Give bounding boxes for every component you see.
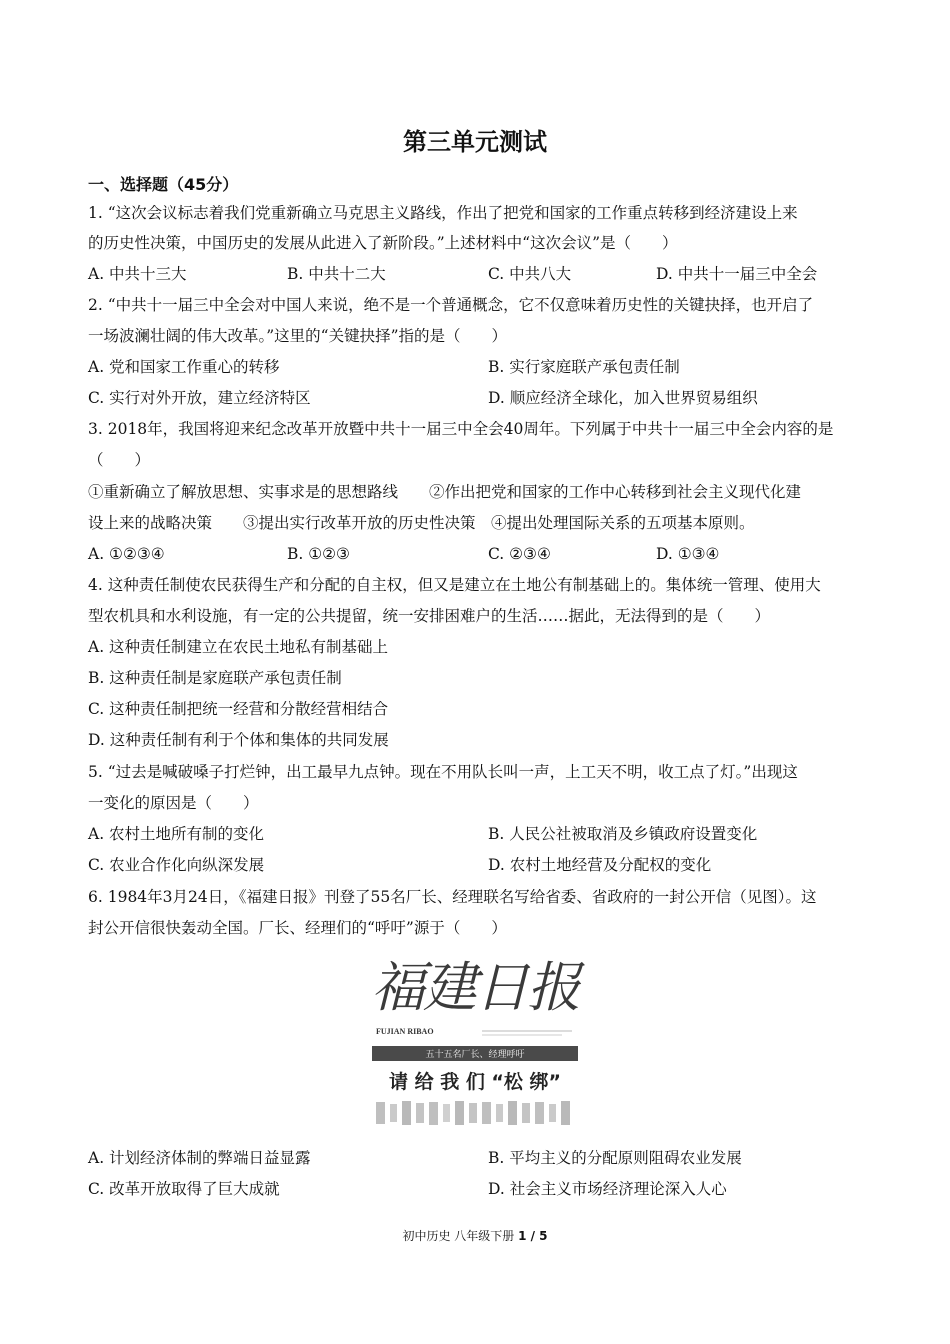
q3-option-c: C. ②③④ xyxy=(488,545,551,563)
q1-option-c: C. 中共八大 xyxy=(488,265,572,283)
q3-line-2: （ ） xyxy=(88,451,151,469)
q3-option-b: B. ①②③ xyxy=(287,545,350,563)
q4-option-a: A. 这种责任制建立在农民土地私有制基础上 xyxy=(88,638,389,656)
q5-option-b: B. 人民公社被取消及乡镇政府设置变化 xyxy=(488,825,758,843)
q2-option-d: D. 顺应经济全球化，加入世界贸易组织 xyxy=(488,389,758,407)
q5-option-d: D. 农村土地经营及分配权的变化 xyxy=(488,856,712,874)
q6-option-b: B. 平均主义的分配原则阻碍农业发展 xyxy=(488,1149,742,1167)
page-title: 第三单元测试 xyxy=(403,128,547,156)
newspaper-masthead: 福建日报 xyxy=(371,956,579,1019)
page-footer xyxy=(0,1227,950,1244)
q2-line-1: 2. “中共十一届三中全会对中国人来说，绝不是一个普通概念，它不仅意味着历史性的关键抉择，也开启了 xyxy=(88,296,814,314)
q6-option-d: D. 社会主义市场经济理论深入人心 xyxy=(488,1180,727,1198)
q6-line-2: 封公开信很快轰动全国。厂长、经理们的“呼吁”源于（ ） xyxy=(88,919,507,937)
q2-line-2: 一场波澜壮阔的伟大改革。”这里的“关键抉择”指的是（ ） xyxy=(88,327,508,345)
q3-line-3: ①重新确立了解放思想、实事求是的思想路线 ②作出把党和国家的工作中心转移到社会主义现代化建 xyxy=(88,483,802,501)
newspaper-pinyin: FUJIAN RIBAO xyxy=(376,1027,434,1036)
q4-option-d: D. 这种责任制有利于个体和集体的共同发展 xyxy=(88,731,389,749)
newspaper-banner: 五十五名厂长、经理呼吁 xyxy=(425,1050,525,1060)
q3-line-4: 设上来的战略决策 ③提出实行改革开放的历史性决策 ④提出处理国际关系的五项基本原则。 xyxy=(88,514,755,532)
page-number: 1 / 5 xyxy=(518,1229,548,1243)
q1-line-2: 的历史性决策，中国历史的发展从此进入了新阶段。”上述材料中“这次会议”是（ ） xyxy=(88,234,678,252)
q1-option-a: A. 中共十三大 xyxy=(88,265,187,283)
newspaper-headline: 请 给 我 们 “松 绑” xyxy=(388,1071,562,1093)
q2-option-a: A. 党和国家工作重心的转移 xyxy=(88,358,280,376)
section-heading: 一、选择题（45分） xyxy=(88,175,239,194)
q2-option-c: C. 实行对外开放，建立经济特区 xyxy=(88,389,311,407)
q3-line-1: 3. 2018年，我国将迎来纪念改革开放暨中共十一届三中全会40周年。下列属于中共十一届三中全会内容的是 xyxy=(88,420,834,438)
q5-line-2: 一变化的原因是（ ） xyxy=(88,794,259,812)
q2-option-b: B. 实行家庭联产承包责任制 xyxy=(488,358,680,376)
q6-option-a: A. 计划经济体制的弊端日益显露 xyxy=(88,1149,311,1167)
q4-line-1: 4. 这种责任制使农民获得生产和分配的自主权，但又是建立在土地公有制基础上的。集体统一管理、使用大 xyxy=(88,576,821,594)
q3-option-a: A. ①②③④ xyxy=(88,545,165,563)
q6-option-c: C. 改革开放取得了巨大成就 xyxy=(88,1180,280,1198)
newspaper-body-text xyxy=(376,1101,570,1125)
footer-label: 初中历史 八年级下册 xyxy=(402,1229,519,1243)
q4-option-b: B. 这种责任制是家庭联产承包责任制 xyxy=(88,669,342,687)
newspaper-image xyxy=(362,946,588,1134)
q1-option-b: B. 中共十二大 xyxy=(287,265,386,283)
q1-option-d: D. 中共十一届三中全会 xyxy=(656,265,818,283)
q3-option-d: D. ①③④ xyxy=(656,545,720,563)
q4-line-2: 型农机具和水利设施，有一定的公共提留，统一安排困难户的生活……据此，无法得到的是（ ） xyxy=(88,607,771,625)
q4-option-c: C. 这种责任制把统一经营和分散经营相结合 xyxy=(88,700,389,718)
q5-option-c: C. 农业合作化向纵深发展 xyxy=(88,856,265,874)
q5-line-1: 5. “过去是喊破嗓子打烂钟，出工最早九点钟。现在不用队长叫一声，上工天不明，收工点了灯。”出现这 xyxy=(88,763,798,781)
q5-option-a: A. 农村土地所有制的变化 xyxy=(88,825,265,843)
q6-line-1: 6. 1984年3月24日，《福建日报》刊登了55名厂长、经理联名写给省委、省政府的一封公开信（见图）。这 xyxy=(88,888,817,906)
q1-line-1: 1. “这次会议标志着我们党重新确立马克思主义路线，作出了把党和国家的工作重点转移到经济建设上来 xyxy=(88,204,798,222)
